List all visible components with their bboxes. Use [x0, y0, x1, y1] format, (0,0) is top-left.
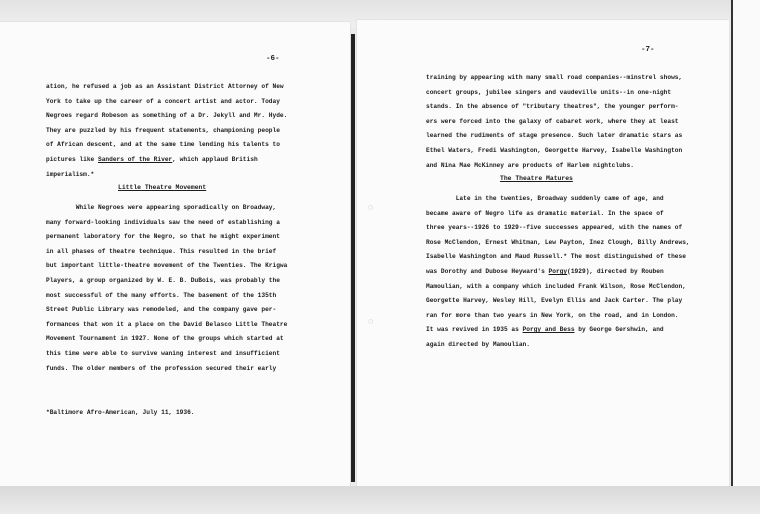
text-line: Players, a group organized by W. E. B. DuBois, was probably the [46, 276, 280, 284]
text-line: training by appearing with many small road companies--minstrel shows, [426, 74, 683, 81]
left-footnote: *Baltimore Afro-American, July 11, 1936. [46, 409, 195, 416]
right-section-heading: The Theatre Matures [500, 175, 573, 182]
right-page-number: -7- [641, 46, 655, 54]
text-fragment: pictures like [46, 155, 98, 163]
text-line: three years--1926 to 1929--five successes appeared, with the names of [426, 224, 683, 232]
right-paragraph-2 [426, 192, 690, 353]
play-title: Porgy [548, 267, 568, 275]
text-line: funds. The older members of the profession secured their early [46, 364, 277, 372]
text-line: many forward-looking individuals saw the need of establishing a [46, 218, 280, 226]
text-line: Isabelle Washington and Maud Russell.* The most distinguished of these [426, 253, 686, 261]
text-line: While Negroes were appearing sporadically on Broadway, [46, 204, 277, 211]
text-line: became aware of Negro life as dramatic material. In the space of [426, 209, 664, 217]
text-line: Movement Tournament in 1927. None of the groups which started at [46, 335, 284, 343]
scan-bottom-shadow [0, 486, 760, 514]
text-line: this time were able to survive waning interest and insufficient [46, 349, 280, 357]
left-paragraph-1 [46, 80, 287, 182]
text-fragment: , which applaud British [172, 155, 258, 163]
text-line [426, 323, 690, 338]
text-line: Late in the twenties, Broadway suddenly came of age, and [426, 195, 664, 202]
text-line: Ethel Waters, Fredi Washington, Georgette Harvey, Isabelle Washington [426, 146, 683, 154]
text-line: Street Public Library was remodeled, and the company gave per- [46, 306, 277, 314]
text-line: stands. In the absence of "tributary theatres", the younger perform- [426, 103, 679, 111]
left-section-heading: Little Theatre Movement [118, 184, 207, 191]
text-line: but important little-theatre movement of the Twenties. The Krigwa [46, 262, 288, 270]
text-fragment: was Dorothy and Dubose Heyward's [426, 267, 549, 275]
left-page-number: -6- [266, 55, 280, 63]
text-line: formances that won it a place on the David Belasco Little Theatre [46, 320, 288, 328]
text-fragment: by George Gershwin, and [574, 326, 664, 334]
text-line: York to take up the career of a concert artist and actor. Today [46, 97, 280, 105]
opera-title: Porgy and Bess [522, 326, 575, 334]
text-line: Georgette Harvey, Wesley Hill, Evelyn Ellis and Jack Carter. The play [426, 297, 683, 305]
binder-hole-mark: ◌ [368, 203, 374, 213]
text-line: learned the rudiments of stage presence. Such later dramatic stars as [426, 132, 683, 140]
text-line: ran for more than two years in New York, on the road, and in London. [426, 311, 679, 319]
text-line: imperialism.* [46, 170, 95, 178]
text-line: Mamoulian, with a company which included Frank Wilson, Rose McClendon, [426, 282, 686, 290]
text-line: most successful of the many efforts. The basement of the 135th [46, 291, 277, 299]
text-line: concert groups, jubilee singers and vaudeville units--in one-night [426, 88, 672, 96]
text-line: in all phases of theatre technique. This resulted in the brief [46, 247, 277, 255]
text-line: They are puzzled by his frequent statements, championing people [46, 126, 280, 134]
text-line: ation, he refused a job as an Assistant District Attorney of New [46, 83, 284, 90]
text-line: Negroes regard Robeson as something of a Dr. Jekyll and Mr. Hyde. [46, 112, 288, 120]
text-line: and Nina Mae McKinney are products of Harlem nightclubs. [426, 161, 634, 169]
text-fragment: (1929), directed by Rouben [567, 267, 664, 275]
text-line: Rose McClendon, Ernest Whitman, Lew Payton, Inez Clough, Billy Andrews, [426, 238, 690, 246]
text-line: ers were forced into the galaxy of cabaret work, where they at least [426, 117, 679, 125]
text-line [46, 153, 287, 168]
text-line: permanent laboratory for the Negro, so that he might experiment [46, 233, 280, 241]
film-title: Sanders of the River [97, 155, 173, 163]
right-paragraph-1 [426, 71, 682, 173]
text-line: of African descent, and at the same time lending his talents to [46, 141, 280, 149]
text-line [426, 265, 690, 280]
left-paragraph-2 [46, 201, 287, 376]
text-line: again directed by Mamoulian. [426, 340, 530, 348]
binder-hole-mark: ◌ [368, 317, 374, 327]
text-fragment: It was revived in 1935 as [426, 326, 523, 334]
book-spine [351, 34, 355, 482]
page-edge [733, 0, 760, 514]
